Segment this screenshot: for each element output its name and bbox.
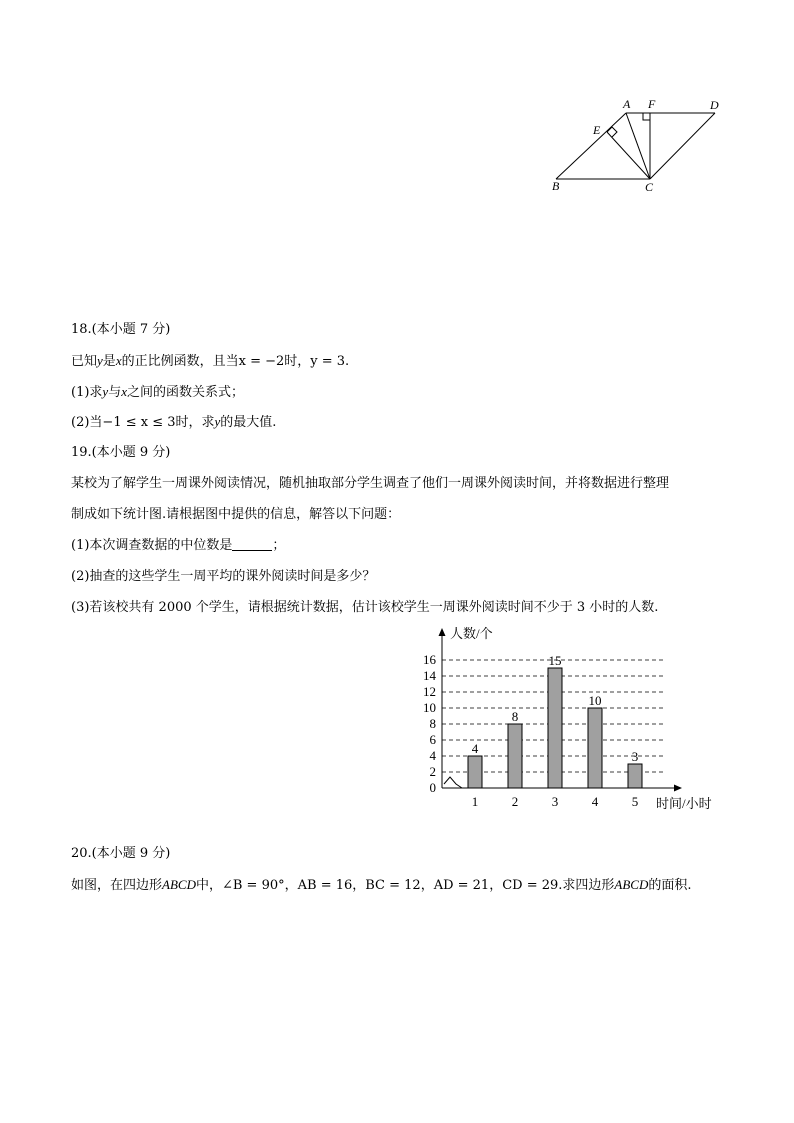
label-B: B xyxy=(552,179,560,193)
q20-quad2: ABCD xyxy=(614,877,649,892)
q18-stem-mid2: 的正比例函数，且当 xyxy=(121,354,239,369)
q20-stem-post: 的面积. xyxy=(648,878,692,893)
y-tick-label: 14 xyxy=(423,668,436,683)
y-tick-label: 0 xyxy=(429,780,436,795)
answer-blank[interactable] xyxy=(232,538,272,551)
q18-p2-y: y xyxy=(214,414,221,429)
q18-p1-mid: 与 xyxy=(108,385,122,400)
bar xyxy=(548,668,562,788)
geometry-figure xyxy=(540,92,740,200)
q19-header: 19.(本小题 9 分) xyxy=(71,445,171,460)
right-angle-mark-f xyxy=(643,113,650,120)
q18-part2 xyxy=(71,414,276,431)
y-axis-label: 人数/个 xyxy=(450,626,493,641)
y-tick-label: 8 xyxy=(429,716,436,731)
q18-p1-y: y xyxy=(102,384,109,399)
q18-p2-post: 的最大值. xyxy=(220,415,277,430)
data-label: 4 xyxy=(471,741,479,756)
q18-p1-x: x xyxy=(121,384,127,399)
q18-p1-pre: (1)求 xyxy=(71,385,103,400)
x-tick-label: 1 xyxy=(471,794,479,809)
q18-stem-pre: 已知 xyxy=(71,354,98,369)
q19-stem-line2: 制成如下统计图.请根据图中提供的信息，解答以下问题： xyxy=(71,507,401,522)
q18-var-x: x xyxy=(115,353,122,368)
data-label: 8 xyxy=(511,709,519,724)
q19-part3: (3)若该校共有 2000 个学生，请根据统计数据，估计该校学生一周课外阅读时间不少于 3 小时的人数. xyxy=(71,600,659,615)
q18-stem-cond: x = −2时，y = 3. xyxy=(238,354,350,369)
y-tick-label: 4 xyxy=(429,748,436,763)
x-axis-label: 时间/小时 xyxy=(656,796,712,811)
segment-AC xyxy=(626,113,650,179)
q19-part2: (2)抽查的这些学生一周平均的课外阅读时间是多少？ xyxy=(71,569,376,584)
q18-stem-mid: 是 xyxy=(102,354,116,369)
chart-x-ticks xyxy=(472,794,639,809)
chart-y-ticks xyxy=(423,652,437,795)
q18-p2-cond: −1 ≤ x ≤ 3时，求 xyxy=(102,415,215,430)
bar xyxy=(468,756,482,788)
q20-stem-pre: 如图，在四边形 xyxy=(71,878,163,893)
y-tick-label: 16 xyxy=(423,652,436,667)
right-angle-mark-e xyxy=(607,127,617,137)
axis-break-mark xyxy=(444,777,462,788)
data-label: 10 xyxy=(588,693,602,708)
bar xyxy=(508,724,522,788)
q20-stem-mid: 中，∠B = 90°，AB = 16，BC = 12，AD = 21，CD = 29.求四边形 xyxy=(195,878,615,893)
y-tick-label: 6 xyxy=(429,732,436,747)
y-axis-arrow xyxy=(439,628,446,636)
q20-header: 20.(本小题 9 分) xyxy=(71,846,171,861)
q20-quad1: ABCD xyxy=(162,877,196,892)
label-E: E xyxy=(593,123,601,137)
q18-p1-post: 之间的函数关系式； xyxy=(127,385,245,400)
label-D: D xyxy=(710,98,719,112)
data-label: 15 xyxy=(548,653,562,668)
q18-p2-pre: (2)当 xyxy=(71,415,103,430)
q18-var-y: y xyxy=(97,353,103,368)
segment-CD xyxy=(650,113,715,179)
q18-part1 xyxy=(71,384,244,401)
y-tick-label: 2 xyxy=(429,764,436,779)
x-tick-label: 3 xyxy=(551,794,559,809)
label-C: C xyxy=(645,180,654,194)
segment-CE xyxy=(607,132,650,179)
bar-chart xyxy=(418,622,748,822)
x-tick-label: 4 xyxy=(591,794,599,809)
label-A: A xyxy=(623,97,631,111)
x-tick-label: 2 xyxy=(511,794,519,809)
q20-stem xyxy=(71,877,692,894)
q18-header: 18.(本小题 7 分) xyxy=(71,322,171,337)
q19-stem-line1: 某校为了解学生一周课外阅读情况，随机抽取部分学生调查了他们一周课外阅读时间，并将数据进行整理 xyxy=(71,476,670,491)
chart-bars xyxy=(468,668,642,788)
q19-p1-end: ； xyxy=(272,538,286,553)
x-tick-label: 5 xyxy=(631,794,639,809)
data-label: 3 xyxy=(631,749,639,764)
q19-p1-text: (1)本次调查数据的中位数是 xyxy=(71,538,233,553)
segment-AB xyxy=(556,113,626,179)
y-tick-label: 12 xyxy=(423,684,436,699)
y-tick-label: 10 xyxy=(423,700,436,715)
label-F: F xyxy=(648,97,656,111)
bar xyxy=(628,764,642,788)
q18-stem xyxy=(71,353,349,370)
q19-part1 xyxy=(71,538,285,554)
bar xyxy=(588,708,602,788)
x-axis-arrow xyxy=(674,785,682,792)
